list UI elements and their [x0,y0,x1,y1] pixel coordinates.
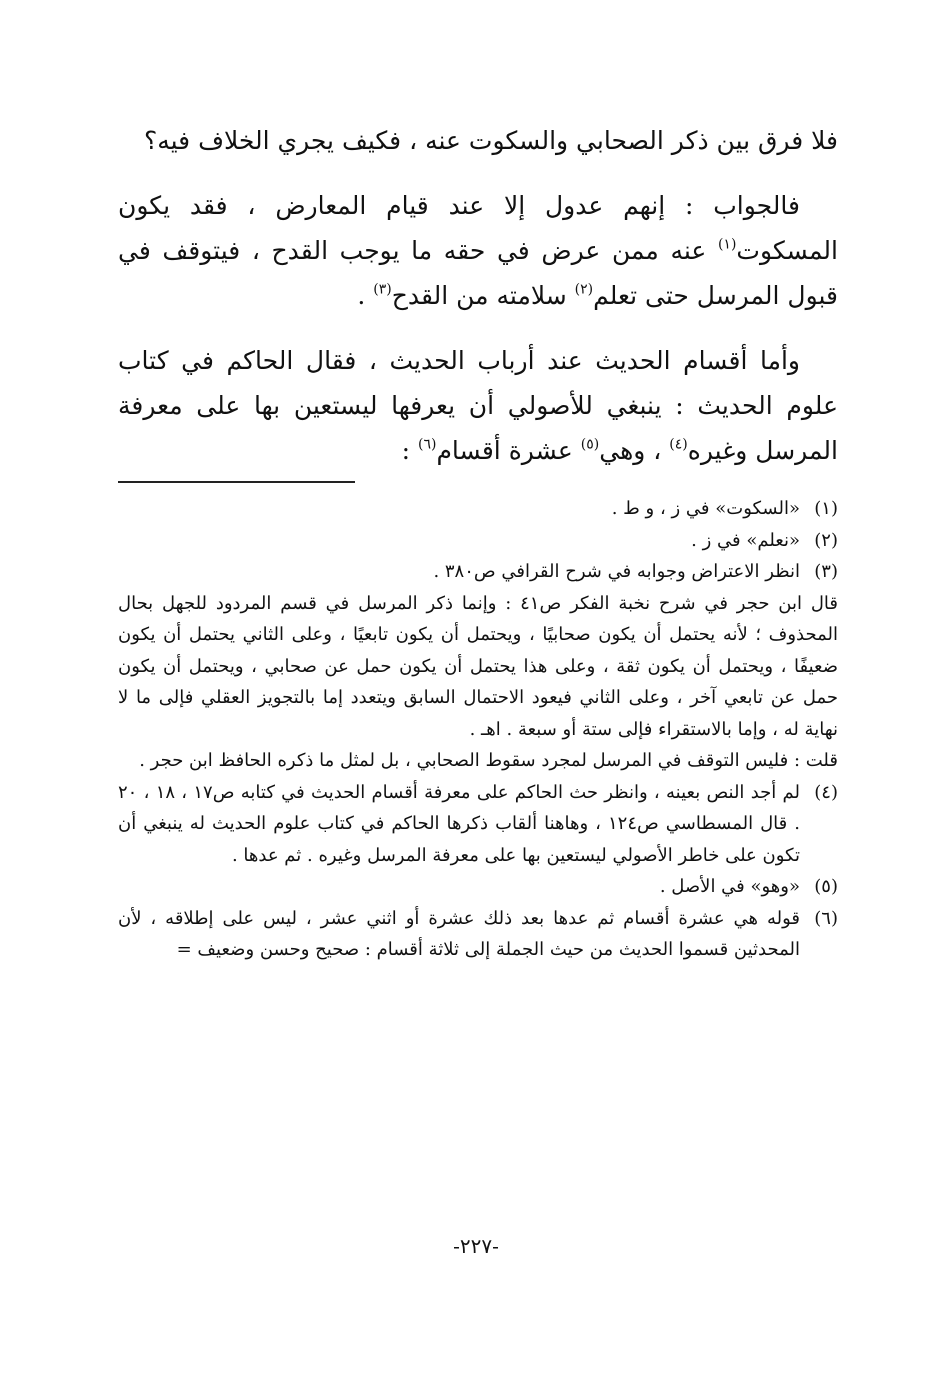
footnote-3-comment: قلت : فليس التوقف في المرسل لمجرد سقوط الصحابي ، بل لمثل ما ذكره الحافظ ابن حجر . [139,750,838,771]
paragraph-2 [118,183,838,318]
footnote-text: «السكوت» في ز ، و ط . [611,498,800,519]
footnote-3-quote: قال ابن حجر في شرح نخبة الفكر ص٤١ : وإنما ذكر المرسل في قسم المردود للجهل بحال المحذوف ؛ لأنه يحتمل أن يكون صحابيًا ، ويحتمل أن يكون تابعيًا ، وعلى الثاني يحتمل أن يكون ضعيفًا ، ويحتمل أن يكون ثقة ، وعلى هذا يحتمل أن يكون حمل عن صحابي ، ويحتمل أن يكون حمل عن تابعي آخر ، وعلى الثاني فيعود الاحتمال السابق ويتعدد إما بالتجويز العقلي فإلى ما لا نهاية له ، وإما بالاستقراء فإلى ستة أو سبعة . اهـ . [118,592,839,740]
paragraph-2-part-d: . [357,281,374,310]
footnote-number: (٥) [814,876,838,897]
footnote-marker-4[interactable]: (٤) [669,436,688,453]
footnote-4 [118,777,838,872]
main-text [118,118,838,473]
footnote-6 [118,903,838,966]
footnote-number: (١) [814,498,838,519]
paragraph-2-part-c: سلامته من القدح [391,281,575,310]
paragraph-2-part-a: فالجواب : إنهم عدول إلا عند قيام المعارض ، فقد يكون المسكوت [118,191,838,265]
paragraph-2-part-b: عنه ممن عرض في حقه ما يوجب القدح ، فيتوقف في قبول المرسل حتى تعلم [118,236,838,310]
footnote-text: انظر الاعتراض وجوابه في شرح القرافي ص٣٨٠ . [433,561,800,582]
footnotes [118,493,838,966]
footnote-number: (٦) [814,907,838,929]
footnote-marker-2[interactable]: (٢) [574,281,594,298]
footnote-separator [118,481,355,483]
paragraph-1: فلا فرق بين ذكر الصحابي والسكوت عنه ، فكيف يجري الخلاف فيه؟ [143,126,838,155]
footnote-number: (٢) [814,529,838,551]
footnote-5 [118,871,838,903]
footnote-1 [118,493,838,525]
footnote-text: «نعلم» في ز . [691,529,800,551]
paragraph-3 [118,338,838,473]
footnote-number: (٣) [814,561,838,582]
footnote-text: قوله هي عشرة أقسام ثم عدها بعد ذلك عشرة أو اثني عشر ، ليس على إطلاقه ، لأن المحدثين قسموا الحديث من حيث الجملة إلى ثلاثة أقسام : صحيح وحسن وضعيف = [118,907,800,960]
footnote-text: لم أجد النص بعينه ، وانظر حث الحاكم على معرفة أقسام الحديث في كتابه ص١٧ ، ١٨ ، ٢٠ . قال المسطاسي ص١٢٤ ، وهاهنا ألقاب ذكرها الحاكم في كتاب علوم الحديث له ينبغي أن تكون على خاطر الأصولي ليستعين بها على معرفة المرسل وغيره . ثم عدها . [118,781,800,866]
page-content [118,118,838,966]
footnote-3 [118,556,838,588]
paragraph-3-part-d: : [401,436,418,465]
paragraph-3-part-a: وأما أقسام الحديث عند أرباب الحديث ، فقال الحاكم في كتاب علوم الحديث : ينبغي للأصولي أن يعرفها ليستعين بها على معرفة المرسل وغيره [118,346,838,465]
page-number: -٢٢٧- [453,1234,499,1258]
paragraph-3-part-c: عشرة أقسام [436,436,581,465]
footnote-marker-1[interactable]: (١) [717,236,737,253]
footnote-2 [118,525,838,557]
footnote-marker-3[interactable]: (٣) [373,281,392,298]
footnote-marker-6[interactable]: (٦) [417,436,437,453]
paragraph-3-part-b: ، وهي [599,436,670,465]
footnote-marker-5[interactable]: (٥) [580,436,600,453]
footnote-number: (٤) [814,781,838,803]
footnote-text: «وهو» في الأصل . [659,876,800,897]
